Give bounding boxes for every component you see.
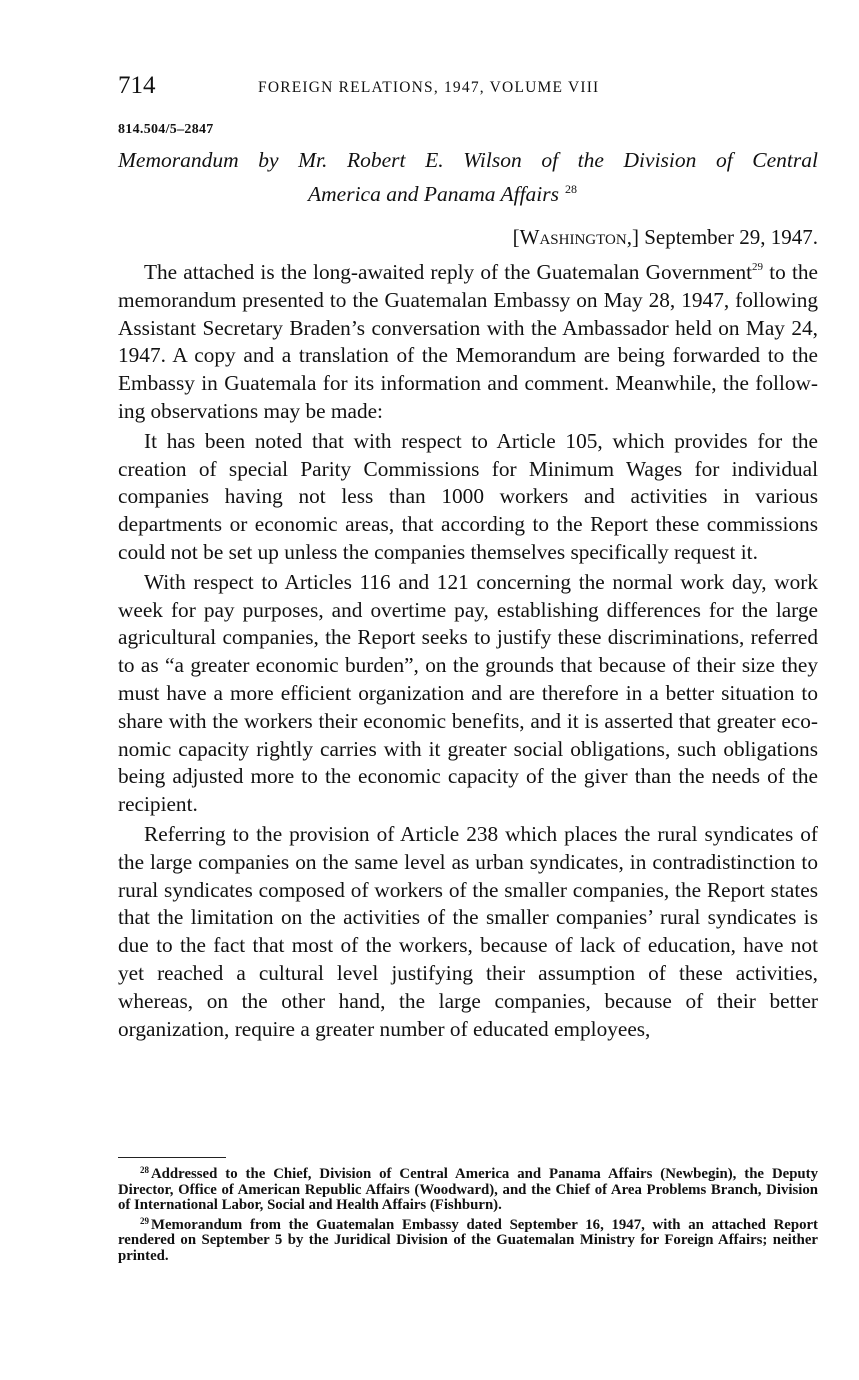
paragraph-1 <box>118 254 818 426</box>
body-text <box>118 254 818 1045</box>
page-header <box>118 72 818 104</box>
page-number: 714 <box>118 72 156 99</box>
dateline <box>118 225 818 250</box>
paragraph-4: Referring to the provision of Article 238 which places the rural syndicates of the large companies on the same level as urban syndicates, in contradistinction to rural syndicates composed of workers of the smaller companies, the Report states that the limitation on the activities of the smaller companies’ rural syndicates is due to the fact that most of the workers, because of lack of education, have not yet reached a cultural level justifying their assumption of these activities, whereas, on the other hand, the large companies, because of their better organization, require a greater number of educated employees, <box>118 821 818 1041</box>
footnote-text: Addressed to the Chief, Division of Central America and Panama Affairs (Newbegin), the Deputy Director, Office of American Republic Affairs (Woodward), and the Chief of Area Problems Branch, Division of International Labor, Social and Health Affairs (Fishburn). <box>118 1166 818 1214</box>
paragraph-1-part-1: The attached is the long-awaited reply of the Guatemalan Government <box>144 260 753 284</box>
footnote-ref-29: 29 <box>752 261 764 273</box>
title-line-1: Memorandum by Mr. Robert E. Wilson of the Division of Central <box>118 148 818 172</box>
title-line-2 <box>118 175 818 209</box>
file-number: 814.504/5–2847 <box>118 122 214 137</box>
footnote-text: Memorandum from the Guatemalan Embassy dated September 16, 1947, with an attached Report rendered on September 5 by the Juridical Division of the Guatemalan Ministry for Foreign Affairs; neither printed. <box>118 1216 818 1264</box>
paragraph-3: With respect to Articles 116 and 121 concerning the normal work day, work week for pay purposes, and overtime pay, establishing differences for the large agricultural companies, the Report seeks to justify these discriminations, referred to as “a greater economic burden”, on the grounds that because of their size they must have a more efficient organization and are therefore in a better situation to share with the workers their economic benefits, and it is asserted that greater economic capacity rightly carries with it greater social obligations, such obligations being adjusted more to the economic capacity of the giver than the needs of the recipient. <box>118 569 818 817</box>
paragraph-2: It has been noted that with respect to Article 105, which provides for the creation of special Parity Commissions for Minimum Wages for individual companies having not less than 1000 workers and activities in various departments or economic areas, that according to the Report these commissions could not be set up unless the companies themselves specifically request it. <box>118 428 818 564</box>
document-title <box>118 146 818 209</box>
footnote-number: 28 <box>140 1165 149 1175</box>
title-line-2-text: America and Panama Affairs <box>308 182 560 206</box>
footnote-number: 29 <box>140 1215 149 1226</box>
paragraph-1-part-2: to the memorandum presented to the Guatemalan Embassy on May 28, 1947, following Assistant Secretary Braden’s conversation with the Ambassador held on May 24, 1947. A copy and a translation of the Memorandum are being forwarded to the Embassy in Guatemala for its information and comment. Meanwhile, the following observations may be made: <box>118 260 818 423</box>
running-head: FOREIGN RELATIONS, 1947, VOLUME VIII <box>258 79 600 96</box>
footnote-29 <box>118 1214 818 1265</box>
footnotes <box>118 1163 818 1265</box>
footnote-28 <box>118 1163 818 1214</box>
dateline-place: [Washington,] <box>512 225 639 249</box>
footnote-divider <box>118 1157 226 1158</box>
title-footnote-ref: 28 <box>565 182 578 196</box>
dateline-date: September 29, 1947. <box>644 225 818 249</box>
